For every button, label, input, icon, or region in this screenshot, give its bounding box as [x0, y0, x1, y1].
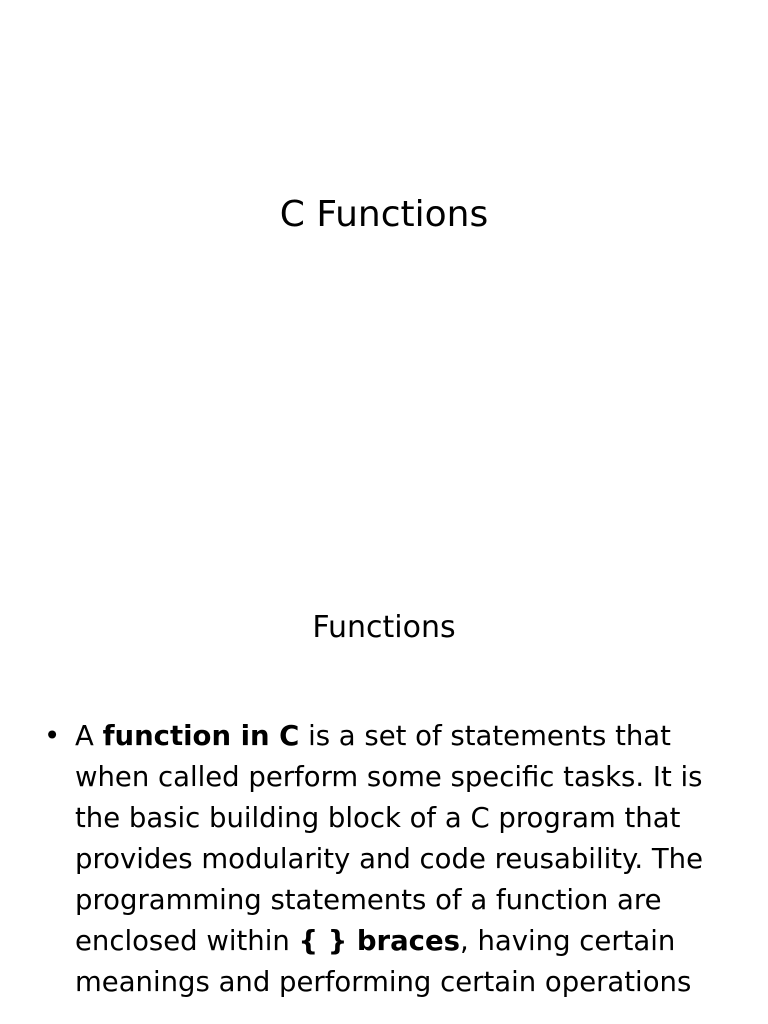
bullet-bold-function-in-c: function in C	[102, 720, 300, 752]
bullet-item	[40, 716, 730, 1003]
bullet-icon: •	[44, 720, 61, 752]
bullet-bold-braces: { } braces	[298, 925, 460, 957]
bullet-text-part3: , having certain meanings and performing certain operations	[75, 925, 692, 998]
slide-title: C Functions	[279, 194, 489, 235]
content-slide	[0, 512, 768, 1024]
bullet-list	[40, 716, 730, 1003]
slide-heading: Functions	[312, 610, 456, 645]
bullet-text	[75, 720, 703, 998]
bullet-text-part1: A	[75, 720, 103, 752]
bullet-text-part2: is a set of statements that when called perform some specific tasks. It is the basic building block of a C program that provides modularity and code reusability. The programming statements of a function are enclosed within	[75, 720, 703, 957]
